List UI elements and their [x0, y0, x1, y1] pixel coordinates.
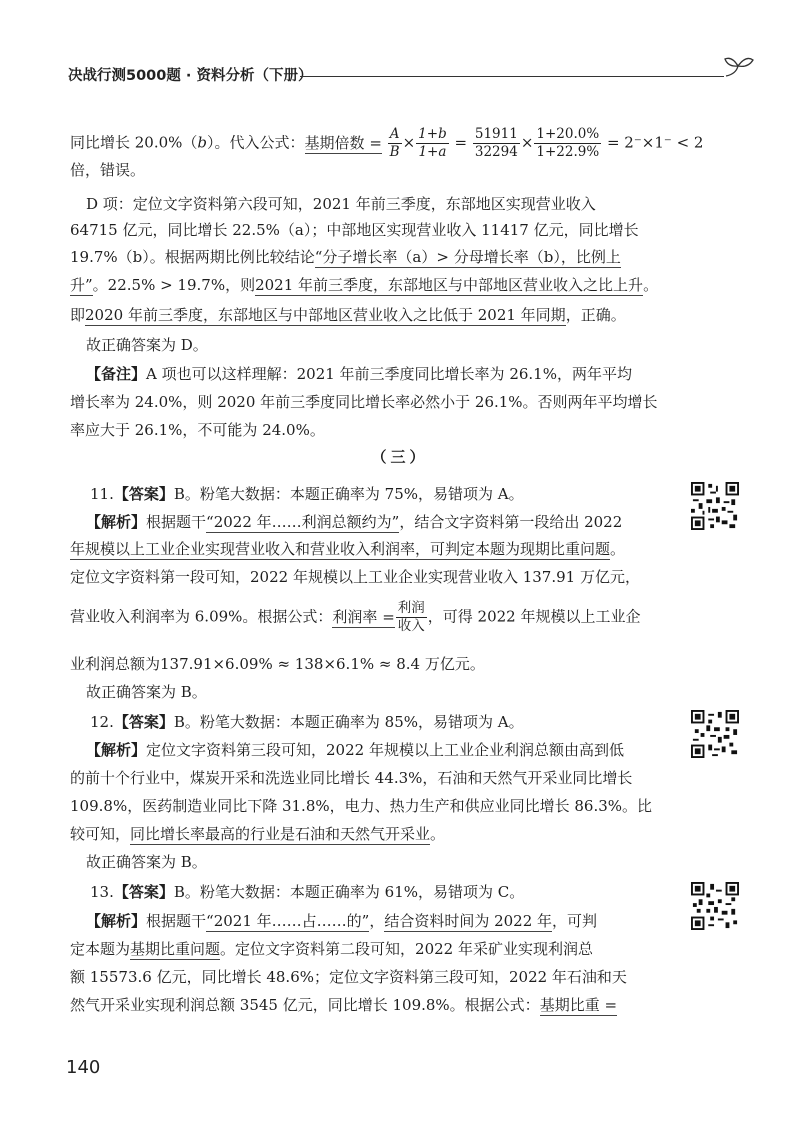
answer-conclusion: 故正确答案为 D。	[86, 336, 208, 354]
text-line: 109.8%，医药制造业同比下降 31.8%，电力、热力生产和供应业同比增长 86.3%。比	[70, 797, 653, 815]
text-line: 定位文字资料第一段可知，2022 年规模以上工业企业实现营业收入 137.91 万亿元，	[70, 568, 640, 586]
section-label: （三）	[371, 448, 429, 466]
answer-line-12: 12.【答案】B。粉笔大数据：本题正确率为 85%，易错项为 A。	[90, 713, 524, 731]
fraction-revenue-ratio: $\frac{51911}{32294}$	[474, 126, 518, 160]
qr-code-icon[interactable]	[691, 482, 739, 530]
leaf-sprout-icon	[722, 52, 756, 82]
page-number: 140	[66, 1057, 101, 1078]
text-line: 额 15573.6 亿元，同比增长 48.6%；定位文字资料第三段可知，2022 年石油和天	[70, 968, 627, 986]
text-line: 较可知，同比增长率最高的行业是石油和天然气开采业。	[70, 825, 446, 843]
fraction-profit-over-revenue: $\frac{\text{利润}}{\text{收入}}$	[397, 600, 425, 634]
text-line: 倍，错误。	[70, 161, 146, 179]
answer-conclusion: 故正确答案为 B。	[86, 853, 207, 871]
text-line: 率应大于 26.1%，不可能为 24.0%。	[70, 421, 325, 439]
analysis-line: 【解析】定位文字资料第三段可知，2022 年规模以上工业企业利润总额由高到低	[86, 741, 624, 759]
text-line: 19.7%（b）。根据两期比例比较结论“分子增长率（a）> 分母增长率（b），比例上	[70, 248, 621, 266]
note-line: 【备注】A 项也可以这样理解：2021 年前三季度同比增长率为 26.1%，两年平均	[86, 365, 632, 383]
answer-line-11: 11.【答案】B。粉笔大数据：本题正确率为 75%，易错项为 A。	[90, 485, 524, 503]
formula-line: 同比增长 20.0%（b）。代入公式：基期倍数 = $\frac{A}{B}$ × $\frac{1+b}{1+a}$ = $\frac{51911}{32294}$ × $\frac{1+20.0\%}{1+22.9\%}$ = 2⁻×1⁻ < 2	[70, 126, 704, 160]
text-line: 定本题为基期比重问题。定位文字资料第二段可知，2022 年采矿业实现利润总	[70, 940, 593, 958]
text-line: 的前十个行业中，煤炭开采和洗选业同比增长 44.3%，石油和天然气开采业同比增长	[70, 769, 633, 787]
analysis-line: 【解析】根据题干“2022 年……利润总额约为”，结合文字资料第一段给出 2022	[86, 513, 623, 531]
text-line: D 项：定位文字资料第六段可知，2021 年前三季度，东部地区实现营业收入	[86, 195, 596, 213]
text-line: 升”。22.5% > 19.7%，则2021 年前三季度，东部地区与中部地区营业收入之比上升。	[70, 276, 659, 294]
text-line: 64715 亿元，同比增长 22.5%（a）；中部地区实现营业收入 11417 亿元，同比增长	[70, 221, 639, 239]
analysis-line: 【解析】根据题干“2021 年……占……的”，结合资料时间为 2022 年，可判	[86, 912, 598, 930]
formula-line: 营业收入利润率为 6.09%。根据公式：利润率 = $\frac{\text{利润}}{\text{收入}}$ ，可得 2022 年规模以上工业企	[70, 600, 641, 634]
text-line: 即2020 年前三季度，东部地区与中部地区营业收入之比低于 2021 年同期，正确。	[70, 306, 626, 324]
answer-line-13: 13.【答案】B。粉笔大数据：本题正确率为 61%，易错项为 C。	[90, 883, 525, 901]
text-line: 年规模以上工业企业实现营业收入和营业收入利润率，可判定本题为现期比重问题。	[70, 540, 626, 558]
fraction-growth-ratio: $\frac{1+b}{1+a}$	[418, 126, 447, 160]
header-rule	[300, 76, 724, 77]
fraction-rate-ratio: $\frac{1+20.0\%}{1+22.9\%}$	[536, 126, 600, 160]
qr-code-icon[interactable]	[691, 882, 739, 930]
running-header-title: 决战行测5000题 · 资料分析（下册）	[68, 68, 313, 84]
answer-conclusion: 故正确答案为 B。	[86, 683, 207, 701]
fraction-a-over-b: $\frac{A}{B}$	[389, 126, 400, 160]
text-line: 然气开采业实现利润总额 3545 亿元，同比增长 109.8%。根据公式：基期比重 =	[70, 996, 618, 1014]
qr-code-icon[interactable]	[691, 710, 739, 758]
text-line: 增长率为 24.0%，则 2020 年前三季度同比增长率必然小于 26.1%。否则两年平均增长	[70, 393, 658, 411]
note-tag: 【备注】	[86, 365, 147, 383]
text-line: 业利润总额为137.91×6.09% ≈ 138×6.1% ≈ 8.4 万亿元。	[70, 655, 485, 673]
